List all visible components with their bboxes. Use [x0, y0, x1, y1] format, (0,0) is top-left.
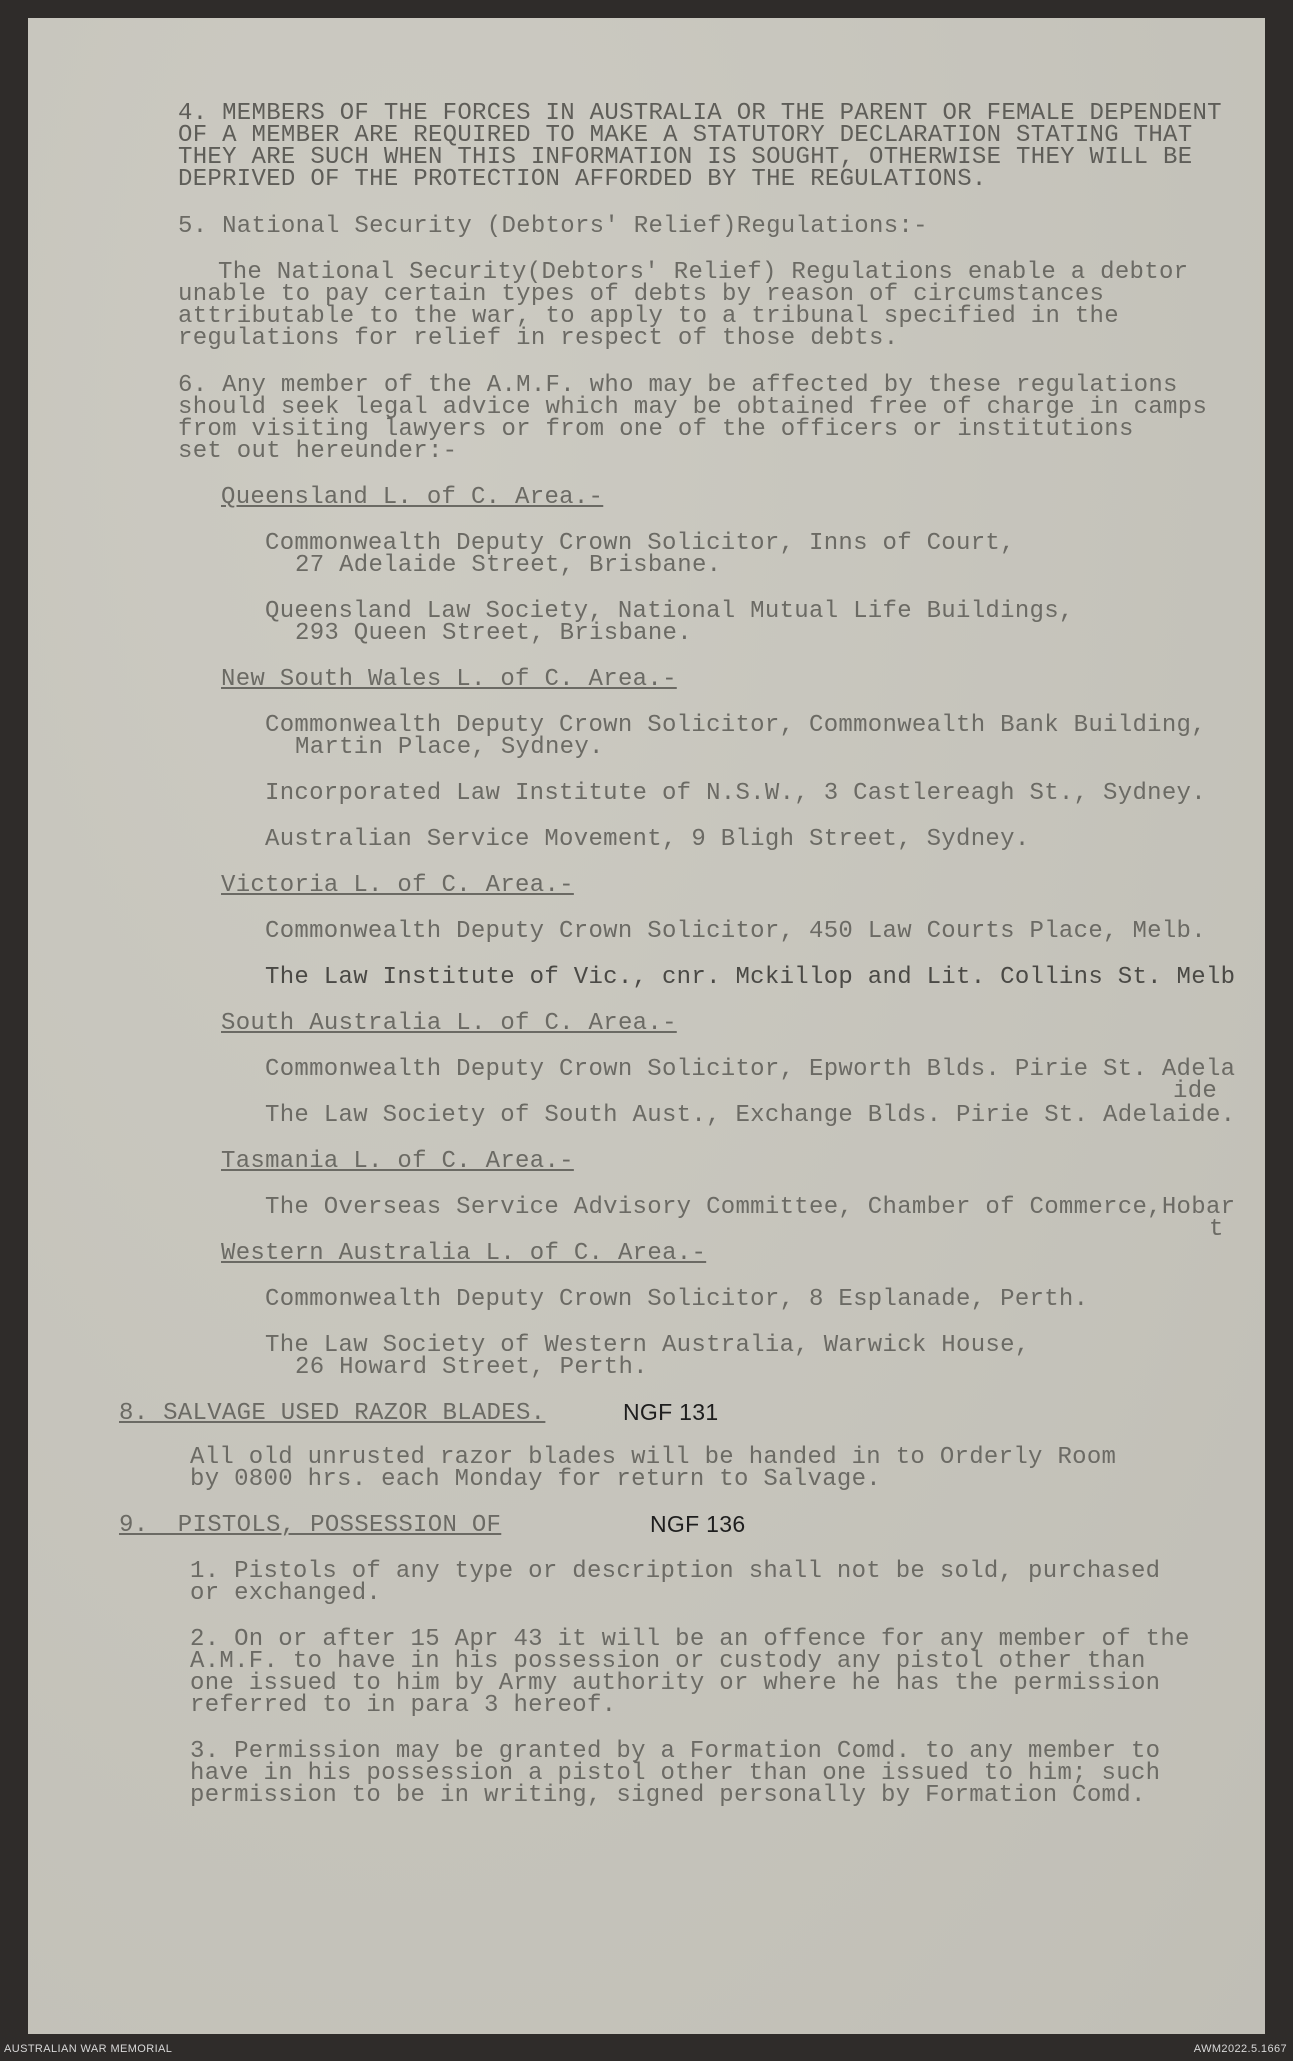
- nsw-entry-2: Incorporated Law Institute of N.S.W., 3 Castlereagh St., Sydney.: [265, 780, 1206, 807]
- footer-institution: AUSTRALIAN WAR MEMORIAL: [4, 2043, 173, 2055]
- para6-line-3: from visiting lawyers or from one of the officers or institutions: [178, 416, 1134, 443]
- section8-file-ref: NGF 131: [623, 1399, 719, 1425]
- para6-line-2: should seek legal advice which may be obtained free of charge in camps: [178, 394, 1208, 421]
- wa-heading: Western Australia L. of C. Area.-: [221, 1240, 707, 1267]
- para5-line-1: The National Security(Debtors' Relief) Regulations enable a debtor: [218, 259, 1189, 286]
- qld-entry-1a: Commonwealth Deputy Crown Solicitor, Inns of Court,: [265, 530, 1015, 557]
- nsw-entry-1a: Commonwealth Deputy Crown Solicitor, Commonwealth Bank Building,: [265, 712, 1206, 739]
- section9-p2-line-3: one issued to him by Army authority or where he has the permission: [190, 1670, 1161, 1697]
- tas-entry-1b: t: [1209, 1216, 1224, 1243]
- nsw-entry-1b: Martin Place, Sydney.: [295, 734, 604, 761]
- section8-line-1: All old unrusted razor blades will be handed in to Orderly Room: [190, 1444, 1117, 1471]
- section8-heading: 8. SALVAGE USED RAZOR BLADES.: [119, 1400, 546, 1427]
- qld-entry-1b: 27 Adelaide Street, Brisbane.: [295, 552, 722, 579]
- section9-p3-line-2: have in his possession a pistol other than one issued to him; such: [190, 1760, 1161, 1787]
- section8-line-2: by 0800 hrs. each Monday for return to Salvage.: [190, 1466, 882, 1493]
- section9-p2-line-1: 2. On or after 15 Apr 43 it will be an offence for any member of the: [190, 1626, 1190, 1653]
- section9-heading: 9. PISTOLS, POSSESSION OF: [119, 1512, 502, 1539]
- section9-p1-line-2: or exchanged.: [190, 1580, 382, 1607]
- vic-entry-1: Commonwealth Deputy Crown Solicitor, 450 Law Courts Place, Melb.: [265, 918, 1206, 945]
- section9-p1-line-1: 1. Pistols of any type or description shall not be sold, purchased: [190, 1558, 1161, 1585]
- qld-heading: Queensland L. of C. Area.-: [221, 484, 604, 511]
- para5-line-3: attributable to the war, to apply to a tribunal specified in the: [178, 303, 1119, 330]
- nsw-heading: New South Wales L. of C. Area.-: [221, 666, 677, 693]
- tas-entry-1a: The Overseas Service Advisory Committee, Chamber of Commerce,Hobar: [265, 1194, 1236, 1221]
- sa-entry-1b: ide: [1173, 1078, 1218, 1105]
- para6-line-4: set out hereunder:-: [178, 438, 458, 465]
- sa-entry-1a: Commonwealth Deputy Crown Solicitor, Epworth Blds. Pirie St. Adela: [265, 1056, 1236, 1083]
- para4-line-3: THEY ARE SUCH WHEN THIS INFORMATION IS SOUGHT, OTHERWISE THEY WILL BE: [178, 144, 1193, 171]
- footer-accession-number: AWM2022.5.1667: [1193, 2043, 1287, 2055]
- sa-heading: South Australia L. of C. Area.-: [221, 1010, 677, 1037]
- wa-entry-1: Commonwealth Deputy Crown Solicitor, 8 Esplanade, Perth.: [265, 1286, 1089, 1313]
- section9-p2-line-4: referred to in para 3 hereof.: [190, 1692, 617, 1719]
- wa-entry-2b: 26 Howard Street, Perth.: [295, 1354, 648, 1381]
- vic-entry-2: The Law Institute of Vic., cnr. Mckillop and Lit. Collins St. Melb: [265, 964, 1236, 991]
- tas-heading: Tasmania L. of C. Area.-: [221, 1148, 574, 1175]
- section9-p3-line-3: permission to be in writing, signed personally by Formation Comd.: [190, 1782, 1146, 1809]
- para6-line-1: 6. Any member of the A.M.F. who may be affected by these regulations: [178, 372, 1178, 399]
- section9-p2-line-2: A.M.F. to have in his possession or custody any pistol other than: [190, 1648, 1146, 1675]
- para4-line-1: 4. MEMBERS OF THE FORCES IN AUSTRALIA OR THE PARENT OR FEMALE DEPENDENT: [178, 100, 1222, 127]
- vic-heading: Victoria L. of C. Area.-: [221, 872, 574, 899]
- para5-line-4: regulations for relief in respect of those debts.: [178, 325, 899, 352]
- para5-heading: 5. National Security (Debtors' Relief)Regulations:-: [178, 213, 928, 240]
- para4-line-2: OF A MEMBER ARE REQUIRED TO MAKE A STATUTORY DECLARATION STATING THAT: [178, 122, 1193, 149]
- wa-entry-2a: The Law Society of Western Australia, Warwick House,: [265, 1332, 1030, 1359]
- nsw-entry-3: Australian Service Movement, 9 Bligh Street, Sydney.: [265, 826, 1030, 853]
- qld-entry-2b: 293 Queen Street, Brisbane.: [295, 620, 692, 647]
- para4-line-4: DEPRIVED OF THE PROTECTION AFFORDED BY THE REGULATIONS.: [178, 166, 987, 193]
- para5-line-2: unable to pay certain types of debts by reason of circumstances: [178, 281, 1105, 308]
- section9-p3-line-1: 3. Permission may be granted by a Formation Comd. to any member to: [190, 1738, 1161, 1765]
- qld-entry-2a: Queensland Law Society, National Mutual Life Buildings,: [265, 598, 1074, 625]
- section9-file-ref: NGF 136: [650, 1511, 746, 1537]
- document-page: [28, 18, 1265, 2034]
- sa-entry-2: The Law Society of South Aust., Exchange Blds. Pirie St. Adelaide.: [265, 1102, 1236, 1129]
